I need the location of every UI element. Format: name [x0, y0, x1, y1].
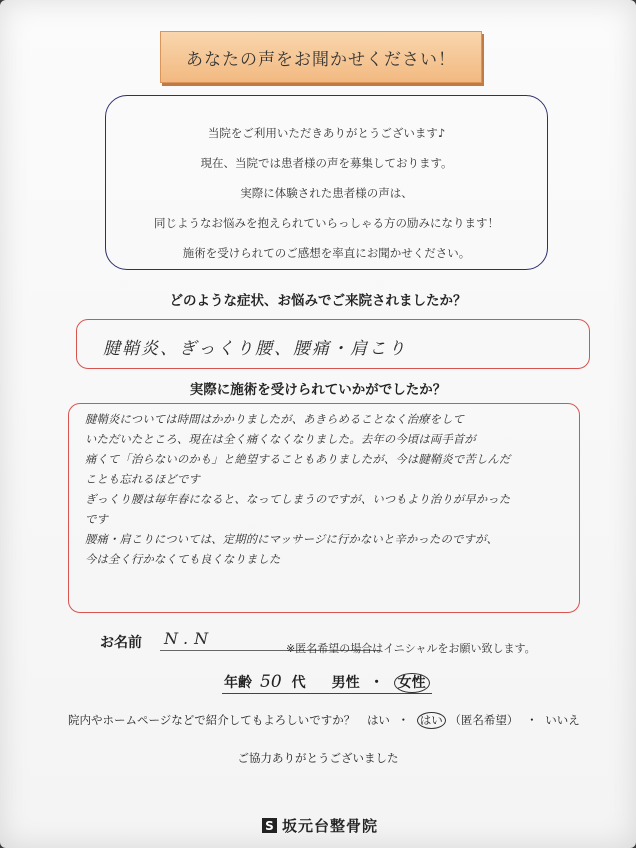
- age-value: 50: [260, 672, 282, 692]
- name-label: お名前: [100, 635, 142, 651]
- clinic-name: 坂元台整骨院: [282, 817, 379, 835]
- question-symptoms: どのような症状、お悩みでご来院されましたか？: [169, 293, 467, 309]
- clinic-footer: [262, 815, 378, 836]
- thanks-text: ご協力ありがとうございました: [237, 751, 399, 765]
- answer-line: 腱鞘炎については時間はかかりましたが、あきらめることなく治療をして: [85, 413, 465, 426]
- consent-yes-option: はい: [366, 713, 390, 727]
- answer-line: です: [85, 513, 108, 526]
- gender-female-option-selected: 女性: [394, 673, 430, 693]
- answer-line: いただいたところ、現在は全く痛くなくなりました。去年の今頃は両手首が: [85, 433, 476, 446]
- intro-line: 同じようなお悩みを抱えられていらっしゃる方の励みになります！: [154, 216, 499, 230]
- age-gender-row: [224, 672, 430, 693]
- consent-anon-note: （匿名希望）: [449, 713, 519, 727]
- answer-symptoms-box: [76, 319, 590, 369]
- consent-question: 院内やホームページなどで紹介してもよろしいですか？: [68, 713, 356, 727]
- answer-line: ぎっくり腰は毎年春になると、なってしまうのですが、いつもより治りが早かった: [85, 493, 511, 506]
- intro-line: 当院をご利用いただきありがとうございます♪: [207, 126, 446, 140]
- answer-line: 腰痛・肩こりについては、定期的にマッサージに行かないと辛かったのですが、: [85, 533, 498, 546]
- name-value: N.N: [164, 629, 215, 648]
- answer-line: ことも忘れるほどです: [85, 473, 200, 486]
- consent-yes-anon-option-selected: はい: [417, 712, 446, 729]
- intro-box: [105, 95, 548, 270]
- answer-line: 痛くて「治らないのかも」と絶望することもありましたが、今は腱鞘炎で苦しんだ: [85, 453, 511, 466]
- consent-row: [68, 712, 580, 729]
- consent-separator: ・: [526, 713, 538, 727]
- gender-male-option: 男性: [331, 675, 360, 691]
- name-field: [100, 629, 215, 652]
- answer-line: 今は全く行かなくても良くなりました: [85, 553, 281, 566]
- age-underline: [222, 693, 432, 694]
- clinic-logo-icon: S: [262, 818, 277, 833]
- intro-line: 現在、当院では患者様の声を募集しております。: [200, 156, 453, 170]
- intro-line: 実際に体験された患者様の声は、: [240, 186, 413, 200]
- question-experience: 実際に施術を受けられていかがでしたか？: [189, 382, 447, 398]
- name-note: ※匿名希望の場合はイニシャルをお願い致します。: [286, 642, 536, 655]
- consent-no-option: いいえ: [545, 713, 580, 727]
- intro-line: 施術を受けられてのご感想を率直にお聞かせください。: [182, 246, 471, 260]
- age-unit: 代: [291, 675, 306, 691]
- consent-separator: ・: [397, 713, 410, 727]
- answer-experience-box: [68, 403, 580, 613]
- age-label: 年齢: [224, 675, 252, 691]
- gender-separator: ・: [369, 675, 384, 691]
- page-title: あなたの声をお聞かせください！: [160, 31, 482, 83]
- answer-symptoms-text: 腱鞘炎、ぎっくり腰、腰痛・肩こり: [103, 339, 407, 359]
